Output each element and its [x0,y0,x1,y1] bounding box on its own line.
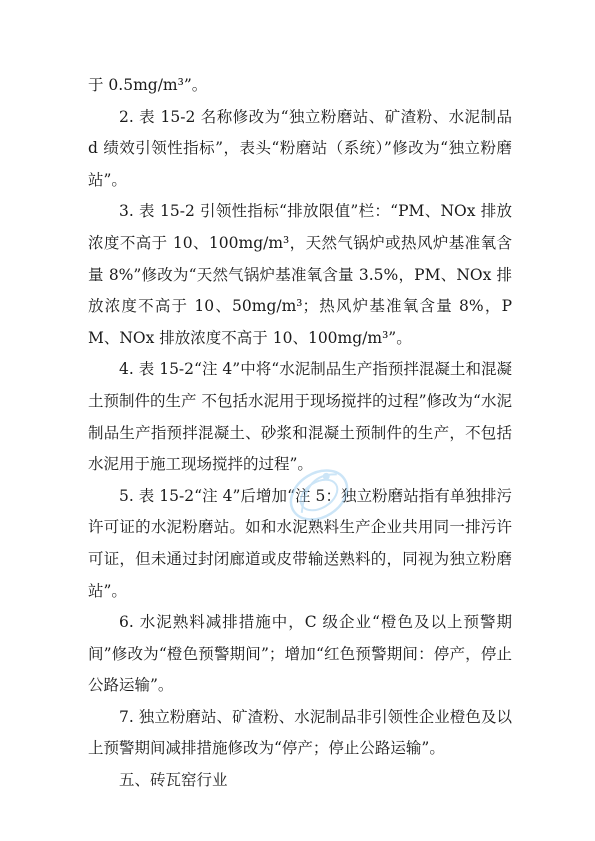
section-heading: 五、砖瓦窑行业 [119,771,228,790]
paragraph-item-6: 6. 水泥熟料减排措施中，C 级企业“橙色及以上预警期间”修改为“橙色预警期间”；增加“红色预警期间：停产，停止公路运输”。 [88,613,512,695]
paragraph-item-7: 7. 独立粉磨站、矿渣粉、水泥制品非引领性企业橙色及以上预警期间减排措施修改为“停产；停止公路运输”。 [88,707,512,758]
paragraph-item-3: 3. 表 15-2 引领性指标“排放限值”栏：“PM、NOx 排放浓度不高于 10、100mg/m³，天然气锅炉或热风炉基准氧含量 8%”修改为“天然气锅炉基准氧含量 3.5%，PM、NOx 排放浓度不高于 10、50mg/m³；热风炉基准氧含量 8%，PM、NOx 排放浓度不高于 10、100mg/m³”。 [88,202,512,347]
paragraph-item-5: 5. 表 15-2“注 4”后增加“注 5：独立粉磨站指有单独排污许可证的水泥粉磨站。如和水泥熟料生产企业共用同一排污许可证，但未通过封闭廊道或皮带输送熟料的，同视为独立粉磨站”。 [88,486,512,600]
paragraph-item-4: 4. 表 15-2“注 4”中将“水泥制品生产指预拌混凝土和混凝土预制件的生产 不包括水泥用于现场搅拌的过程”修改为“水泥制品生产指预拌混凝土、砂浆和混凝土预制件的生产，不包括水泥用于施工现场搅拌的过程”。 [88,360,512,474]
paragraph-item-2: 2. 表 15-2 名称修改为“独立粉磨站、矿渣粉、水泥制品 d 绩效引领性指标”，表头“粉磨站（系统）”修改为“独立粉磨站”。 [88,107,512,189]
paragraph-continuation: 于 0.5mg/m³”。 [88,76,208,94]
document-body [88,70,512,797]
